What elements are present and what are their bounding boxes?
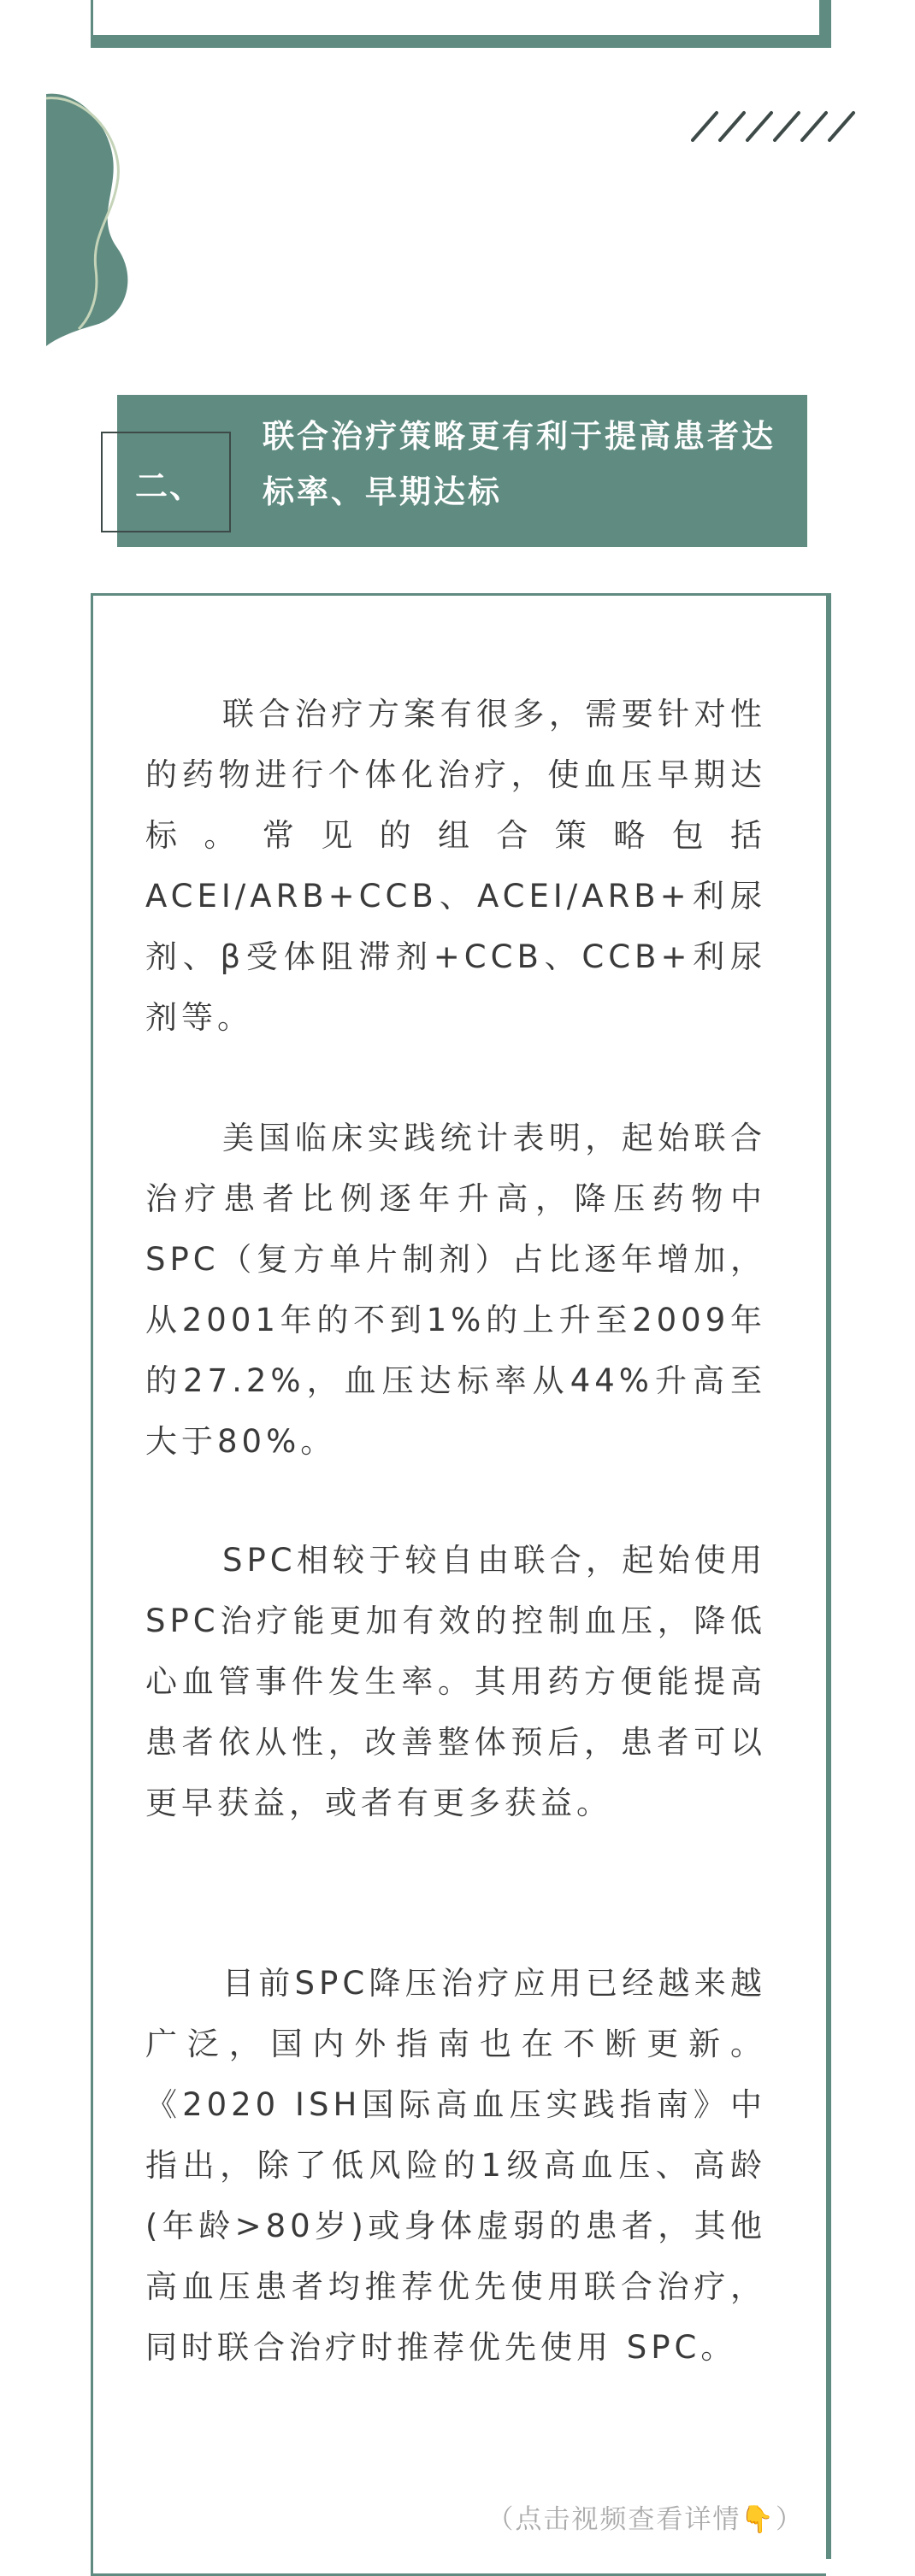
- paragraph-3: SPC相较于较自由联合，起始使用SPC治疗能更加有效的控制血压，降低心血管事件发生率。其用药方便能提高患者依从性，改善整体预后，患者可以更早获益，或者有更多获益。: [145, 1542, 766, 1821]
- video-link-text: （点击视频查看详情: [487, 2504, 741, 2535]
- section-title: 联合治疗策略更有利于提高患者达标率、早期达标: [263, 418, 776, 510]
- paragraph-2: 美国临床实践统计表明，起始联合治疗患者比例逐年升高，降压药物中SPC（复方单片制剂）占比逐年增加，从2001年的不到1%的上升至2009年的27.2%，血压达标率从44%升高至大于80%。: [145, 1120, 766, 1460]
- video-link-close: ）: [776, 2504, 804, 2535]
- section-number: 二、: [135, 468, 204, 505]
- video-link-note[interactable]: [445, 2497, 804, 2536]
- top-card: [91, 0, 822, 38]
- decorative-slashes-icon: [691, 109, 862, 142]
- paragraph-4: 目前SPC降压治疗应用已经越来越广泛，国内外指南也在不断更新。《2020 ISH国际高血压实践指南》中指出，除了低风险的1级高血压、高龄(年龄>80岁)或身体虚弱的患者，其他高血压患者均推荐优先使用联合治疗，同时联合治疗时推荐优先使用 SPC。: [145, 1965, 766, 2366]
- top-card-border-bottom: [91, 38, 831, 48]
- decorative-leaf-icon: [44, 90, 147, 346]
- pointing-down-hand-icon: 👇: [741, 2504, 776, 2535]
- paragraph-1: 联合治疗方案有很多，需要针对性的药物进行个体化治疗，使血压早期达标。常见的组合策略包括ACEI/ARB+CCB、ACEI/ARB+利尿剂、β受体阻滞剂+CCB、CCB+利尿剂等。: [145, 696, 766, 1036]
